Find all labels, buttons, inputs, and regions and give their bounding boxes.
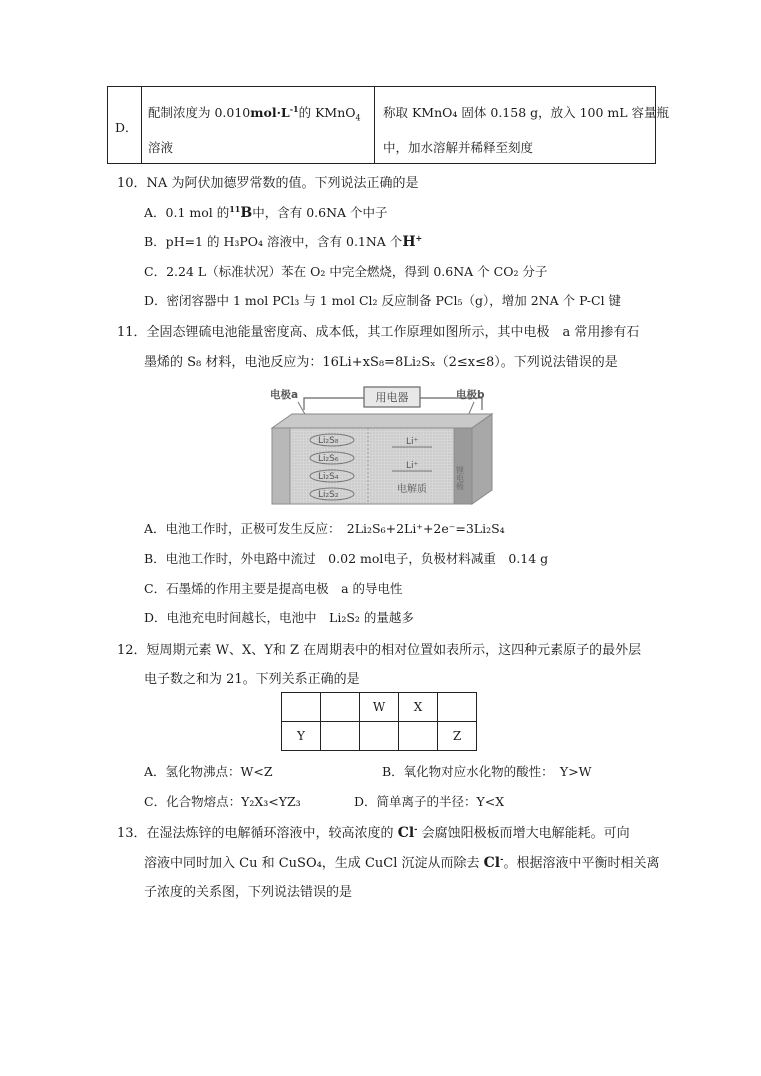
electrode-b-label: 电极b <box>456 389 485 401</box>
table-cell: Z <box>438 722 477 751</box>
q11-option-c: C．石墨烯的作用主要是提高电极 a 的导电性 <box>144 581 403 596</box>
table-row-d <box>107 86 670 164</box>
table-cell <box>399 722 438 751</box>
lithium-electrode-label: 锂电极 <box>455 466 465 490</box>
device-label: 用电器 <box>375 391 409 404</box>
q12-stem-2: 电子数之和为 21。下列关系正确的是 <box>144 672 360 687</box>
q12-option-d: D．简单离子的半径：Y<X <box>354 794 505 809</box>
table-cell: W <box>360 693 399 722</box>
method-line-1: 称取 KMnO₄ 固体 0.158 g，放入 100 mL 容量瓶 <box>383 105 670 120</box>
box-front-face <box>272 428 472 504</box>
box-side-face <box>472 414 492 504</box>
species-li2s6: Li₂S₆ <box>318 454 339 464</box>
task-line-2: 溶液 <box>148 140 174 155</box>
q11-stem-1: 11．全固态锂硫电池能量密度高、成本低，其工作原理如图所示，其中电极 a 常用掺有石 <box>117 325 640 340</box>
electrode-a-label: 电极a <box>270 389 299 401</box>
table-cell <box>438 693 477 722</box>
species-li2s8: Li₂S₈ <box>318 436 339 446</box>
electrode-a-plate <box>272 428 290 504</box>
table-row <box>282 722 477 751</box>
q10-option-c: C．2.24 L（标准状况）苯在 O₂ 中完全燃烧，得到 0.6NA 个 CO₂ 分子 <box>144 264 548 279</box>
table-row <box>282 693 477 722</box>
ion-2: Li⁺ <box>406 461 419 471</box>
electrolyte-label: 电解质 <box>397 484 427 495</box>
q11-option-b: B．电池工作时，外电路中流过 0.02 mol电子，负极材料减重 0.14 g <box>144 551 549 566</box>
battery-diagram <box>268 384 496 508</box>
q12-option-c: C．化合物熔点：Y₂X₃<YZ₃ <box>144 794 301 809</box>
table-cell: Y <box>282 722 321 751</box>
q12-stem-1: 12．短周期元素 W、X、Y和 Z 在周期表中的相对位置如表所示，这四种元素原子的最外层 <box>117 643 642 658</box>
method-line-2: 中，加水溶解并稀释至刻度 <box>383 140 534 155</box>
table-cell <box>282 693 321 722</box>
q11-stem-2: 墨烯的 S₈ 材料，电池反应为：16Li+xS₈=8Li₂Sₓ（2≤x≤8）。下列说法错误的是 <box>144 355 618 370</box>
q12-option-a: A．氢化物沸点：W<Z <box>144 764 273 779</box>
q10-stem: 10．NA 为阿伏加德罗常数的值。下列说法正确的是 <box>117 176 419 191</box>
periodic-table-fragment <box>281 692 477 751</box>
table-cell <box>321 722 360 751</box>
table-cell-task <box>142 87 375 163</box>
q10-option-a: A．0.1 mol 的$^{11}$B中，含有 0.6NA 个中子 <box>144 203 388 221</box>
table-cell-label <box>108 87 142 163</box>
q13-line-2: 溶液中同时加入 Cu 和 CuSO₄，生成 CuCl 沉淀从而除去 Cl-。根据溶液中平衡时相关离 <box>144 853 660 871</box>
ion-1: Li⁺ <box>406 437 419 447</box>
box-top-face <box>272 414 492 428</box>
q11-option-a: A．电池工作时，正极可发生反应： 2Li₂S₆+2Li⁺+2e⁻=3Li₂S₄ <box>144 521 505 536</box>
table-cell <box>360 722 399 751</box>
species-li2s4: Li₂S₄ <box>318 472 339 482</box>
q13-line-3: 子浓度的关系图，下列说法错误的是 <box>144 885 353 900</box>
wire-left <box>304 398 364 410</box>
q10-option-b: B．pH=1 的 H₃PO₄ 溶液中，含有 0.1NA 个H+ <box>144 232 423 250</box>
q10-option-d: D．密闭容器中 1 mol PCl₃ 与 1 mol Cl₂ 反应制备 PCl₅（g），增加 2NA 个 P-Cl 键 <box>144 293 622 308</box>
row-label: D． <box>115 120 138 135</box>
q13-line-1: 13．在湿法炼锌的电解循环溶液中，较高浓度的 Cl- 会腐蚀阳极板而增大电解能耗。可向 <box>117 823 630 841</box>
species-li2s2: Li₂S₂ <box>318 490 339 500</box>
table-cell <box>321 693 360 722</box>
q11-option-d: D．电池充电时间越长，电池中 Li₂S₂ 的量越多 <box>144 610 414 625</box>
table-cell: X <box>399 693 438 722</box>
table-cell-method <box>375 87 670 163</box>
task-line-1: 配制浓度为 $0.010mol\cdot L^{-1}$的 KMnO$_4$ <box>148 103 361 123</box>
q12-option-b: B．氧化物对应水化物的酸性： Y>W <box>382 764 592 779</box>
